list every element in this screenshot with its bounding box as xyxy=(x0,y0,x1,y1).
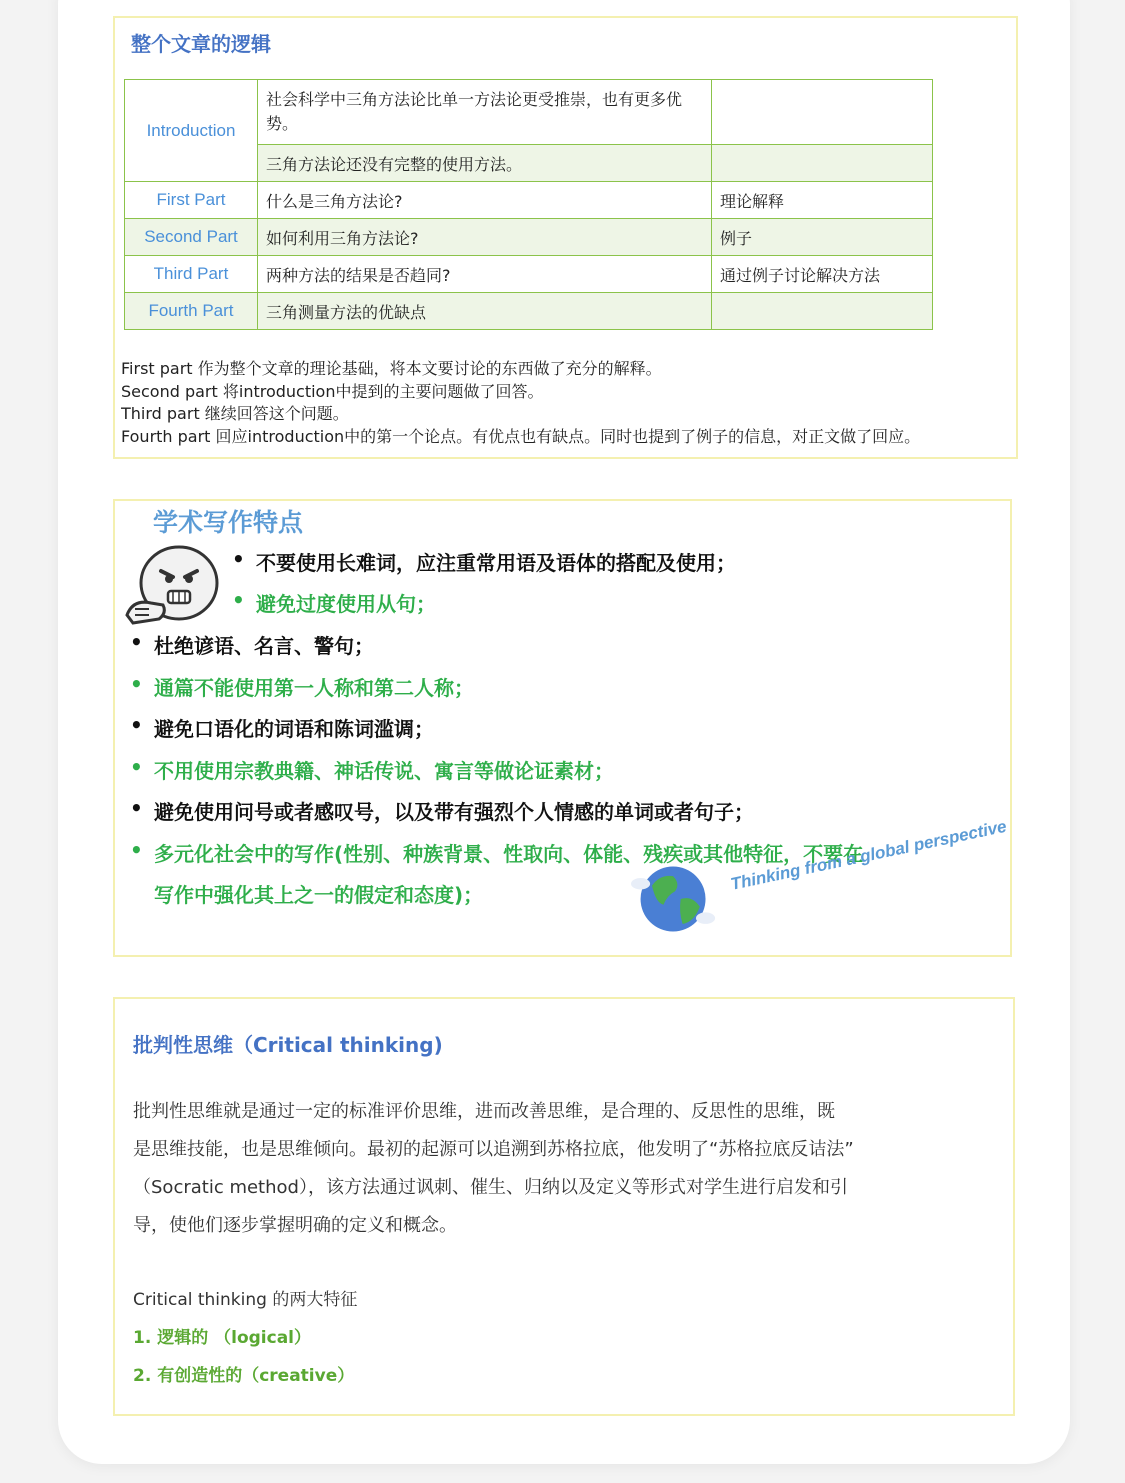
paragraph-line: 是思维技能，也是思维倾向。最初的起源可以追溯到苏格拉底，他发明了“苏格拉底反诘法” xyxy=(133,1139,854,1160)
row-section: First Part xyxy=(125,182,258,219)
critical-thinking-panel xyxy=(113,997,1015,1416)
row-note xyxy=(712,145,933,182)
row-note: 理论解释 xyxy=(712,182,933,219)
row-note xyxy=(712,80,933,145)
critical-thinking-paragraph xyxy=(133,1093,983,1245)
globe-icon xyxy=(631,857,717,943)
summary-line: Fourth part 回应introduction中的第一个论点。有优点也有缺点。同时也提到了例子的信息，对正文做了回应。 xyxy=(121,426,921,446)
list-item: • 不用使用宗教典籍、神话传说、寓言等做论证素材； xyxy=(130,755,614,783)
list-item: • 多元化社会中的写作(性别、种族背景、性取向、体能、残疾或其他特征，不要在 xyxy=(130,838,864,866)
paragraph-line: 批判性思维就是通过一定的标准评价思维，进而改善思维，是合理的、反思性的思维，既 xyxy=(133,1101,835,1122)
row-note: 例子 xyxy=(712,219,933,256)
list-item: • 不要使用长难词，应注重常用语及语体的搭配及使用； xyxy=(232,547,736,575)
table-row xyxy=(125,293,933,330)
row-content: 社会科学中三角方法论比单一方法论更受推崇，也有更多优势。 xyxy=(258,80,712,145)
list-item: • 避免过度使用从句； xyxy=(232,588,436,616)
row-content: 什么是三角方法论? xyxy=(258,182,712,219)
row-section: Second Part xyxy=(125,219,258,256)
global-perspective-badge xyxy=(631,816,1011,947)
row-content: 三角方法论还没有完整的使用方法。 xyxy=(258,145,712,182)
paragraph-line: 导，使他们逐步掌握明确的定义和概念。 xyxy=(133,1215,457,1236)
academic-writing-panel xyxy=(113,499,1012,957)
academic-writing-title: 学术写作特点 xyxy=(153,508,304,537)
list-item: • 避免口语化的词语和陈词滥调； xyxy=(130,713,434,741)
list-item: • 避免使用问号或者感叹号，以及带有强烈个人情感的单词或者句子； xyxy=(130,796,754,824)
feature-item: 2. 有创造性的（creative） xyxy=(133,1366,355,1386)
row-note xyxy=(712,293,933,330)
logic-summary xyxy=(121,358,1016,448)
row-content: 两种方法的结果是否趋同? xyxy=(258,256,712,293)
critical-thinking-title: 批判性思维（Critical thinking) xyxy=(133,1033,443,1057)
list-item: • 杜绝谚语、名言、警句； xyxy=(130,630,374,658)
paragraph-line: （Socratic method），该方法通过讽刺、催生、归纳以及定义等形式对学生进行启发和引 xyxy=(133,1177,848,1198)
row-section: Fourth Part xyxy=(125,293,258,330)
table-row xyxy=(125,182,933,219)
list-item: • 通篇不能使用第一人称和第二人称； xyxy=(130,672,474,700)
global-perspective-text: Thinking from a global perspective xyxy=(728,816,1009,894)
row-content: 三角测量方法的优缺点 xyxy=(258,293,712,330)
angry-face-icon xyxy=(123,543,223,629)
list-item-continuation: 写作中强化其上之一的假定和态度)； xyxy=(154,883,484,907)
features-title: Critical thinking 的两大特征 xyxy=(133,1290,358,1310)
row-section: Third Part xyxy=(125,256,258,293)
feature-item: 1. 逻辑的 （logical） xyxy=(133,1328,312,1348)
row-content: 如何利用三角方法论? xyxy=(258,219,712,256)
table-row xyxy=(125,219,933,256)
summary-line: Second part 将introduction中提到的主要问题做了回答。 xyxy=(121,381,544,401)
row-note: 通过例子讨论解决方法 xyxy=(712,256,933,293)
table-row xyxy=(125,256,933,293)
article-logic-panel xyxy=(113,16,1018,459)
article-logic-title: 整个文章的逻辑 xyxy=(131,32,271,56)
table-row xyxy=(125,80,933,145)
article-logic-table xyxy=(124,79,933,330)
summary-line: First part 作为整个文章的理论基础，将本文要讨论的东西做了充分的解释。 xyxy=(121,359,662,378)
row-section: Introduction xyxy=(125,80,258,182)
summary-line: Third part 继续回答这个问题。 xyxy=(121,404,349,423)
